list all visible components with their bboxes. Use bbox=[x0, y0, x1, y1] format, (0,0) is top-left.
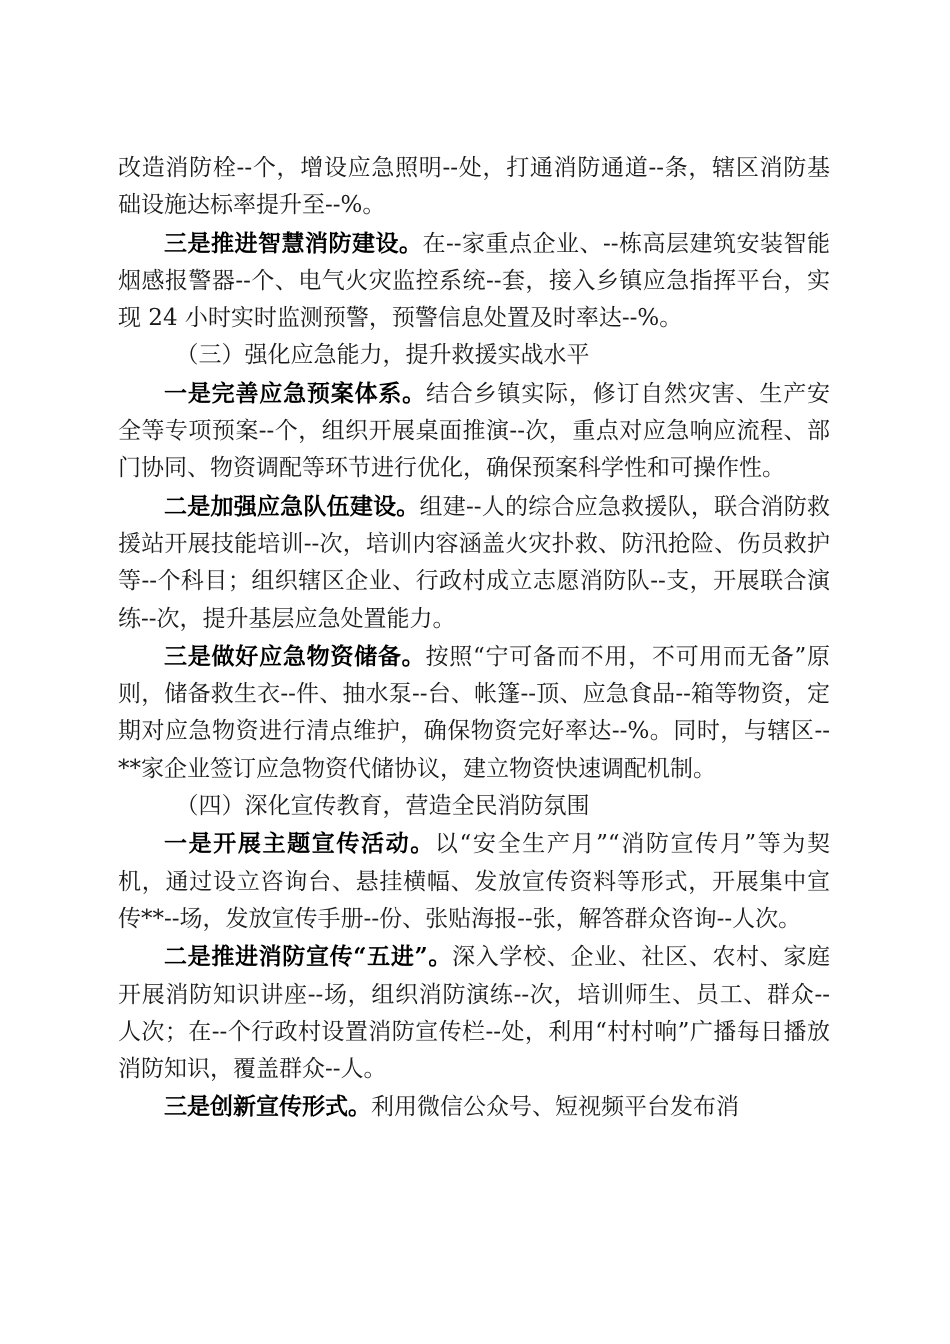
paragraph-lead: 一是开展主题宣传活动。 bbox=[164, 830, 435, 858]
paragraph-theme-campaign bbox=[118, 825, 830, 938]
paragraph-lead: 二是推进消防宣传“五进”。 bbox=[164, 943, 453, 971]
paragraph-emergency-plan bbox=[118, 375, 830, 488]
paragraph-emergency-supplies bbox=[118, 638, 830, 788]
paragraph-lead: 三是做好应急物资储备。 bbox=[164, 642, 426, 670]
paragraph-body: 改造消防栓--个，增设应急照明--处，打通消防通道--条，辖区消防基础设施达标率提升至--%。 bbox=[118, 155, 830, 219]
paragraph-body: 按照“宁可备而不用，不可用而无备”原则，储备救生衣--件、抽水泵--台、帐篷--顶、应急食品--箱等物资，定期对应急物资进行清点维护，确保物资完好率达--%。同时，与辖区--**家企业签订应急物资代储协议，建立物资快速调配机制。 bbox=[118, 643, 830, 782]
paragraph-emergency-team bbox=[118, 488, 830, 638]
paragraph-lead: 三是推进智慧消防建设。 bbox=[164, 229, 423, 257]
section-heading-4: （四）深化宣传教育，营造全民消防氛围 bbox=[175, 793, 590, 820]
paragraph-five-entries bbox=[118, 938, 830, 1088]
paragraph-body: 组建--人的综合应急救援队，联合消防救援站开展技能培训--次，培训内容涵盖火灾扑救、防汛抢险、伤员救护等--个科目；组织辖区企业、行政村成立志愿消防队--支，开展联合演练--次，提升基层应急处置能力。 bbox=[118, 493, 831, 632]
document-page bbox=[118, 150, 830, 1127]
paragraph-smart-fire-protection bbox=[118, 225, 830, 338]
paragraph-body: 以“安全生产月”“消防宣传月”等为契机，通过设立咨询台、悬挂横幅、发放宣传资料等形式，开展集中宣传**--场，发放宣传手册--份、张贴海报--张，解答群众咨询--人次。 bbox=[118, 831, 831, 932]
paragraph-body: 深入学校、企业、社区、农村、家庭开展消防知识讲座--场，组织消防演练--次，培训师生、员工、群众--人次；在--个行政村设置消防宣传栏--处，利用“村村响”广播每日播放消防知识，覆盖群众--人。 bbox=[118, 944, 831, 1083]
paragraph-lead: 二是加强应急队伍建设。 bbox=[164, 492, 420, 520]
paragraph-body: 利用微信公众号、短视频平台发布消 bbox=[371, 1094, 739, 1121]
paragraph-continued bbox=[118, 150, 830, 225]
paragraph-innovative-publicity bbox=[118, 1088, 830, 1126]
paragraph-body: 在--家重点企业、--栋高层建筑安装智能烟感报警器--个、电气火灾监控系统--套，接入乡镇应急指挥平台，实现 24 小时实时监测预警，预警信息处置及时率达--%。 bbox=[118, 230, 830, 332]
paragraph-lead: 一是完善应急预案体系。 bbox=[164, 379, 426, 407]
paragraph-lead: 三是创新宣传形式。 bbox=[164, 1093, 371, 1121]
paragraph-body: 结合乡镇实际，修订自然灾害、生产安全等专项预案--个，组织开展桌面推演--次，重点对应急响应流程、部门协同、物资调配等环节进行优化，确保预案科学性和可操作性。 bbox=[118, 380, 831, 482]
section-heading-3: （三）强化应急能力，提升救援实战水平 bbox=[175, 342, 590, 369]
